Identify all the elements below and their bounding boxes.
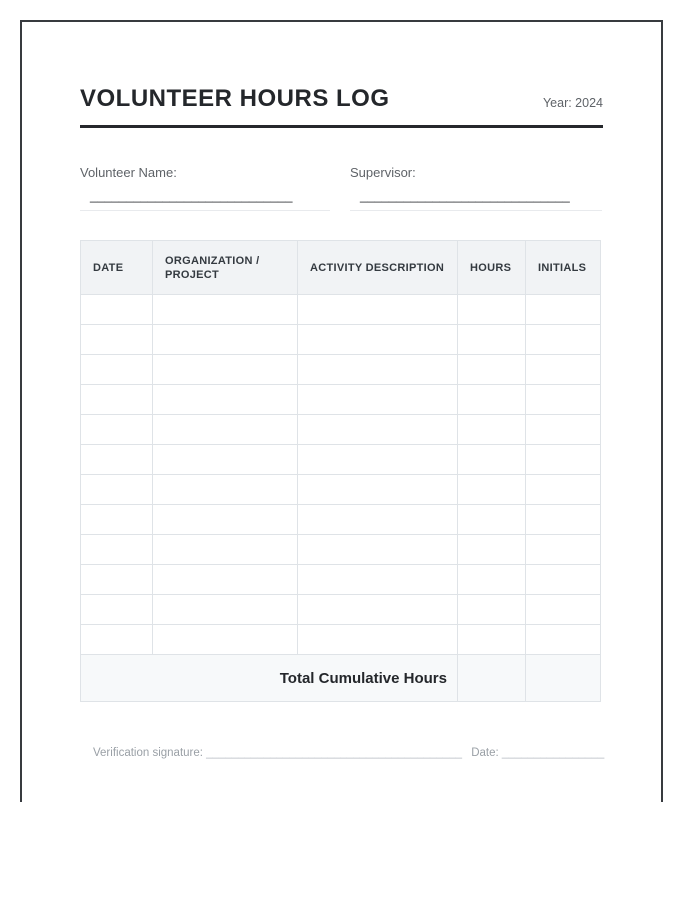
table-cell <box>81 535 153 565</box>
supervisor-line: _____________________________ <box>350 189 602 211</box>
table-cell <box>298 595 458 625</box>
table-cell <box>298 505 458 535</box>
table-row <box>81 355 601 385</box>
table-cell <box>458 415 526 445</box>
table-cell <box>153 325 298 355</box>
table-cell <box>153 355 298 385</box>
table-cell <box>298 355 458 385</box>
table-cell <box>526 385 601 415</box>
table-row <box>81 475 601 505</box>
table-cell <box>298 325 458 355</box>
table-row <box>81 595 601 625</box>
table-footer <box>81 655 601 702</box>
table-row <box>81 295 601 325</box>
table-cell <box>153 385 298 415</box>
table-cell <box>298 415 458 445</box>
table-cell <box>153 535 298 565</box>
table-cell <box>458 595 526 625</box>
table-cell <box>81 505 153 535</box>
table-cell <box>526 595 601 625</box>
date-label: Date: <box>471 747 499 760</box>
table-cell <box>153 415 298 445</box>
table-cell <box>153 625 298 655</box>
table-cell <box>458 295 526 325</box>
year-label: Year: 2024 <box>542 96 603 111</box>
table-body <box>81 295 601 655</box>
table-cell <box>81 385 153 415</box>
table-cell <box>526 535 601 565</box>
table-cell <box>526 355 601 385</box>
table-cell <box>526 295 601 325</box>
table-cell <box>458 535 526 565</box>
column-header-date: DATE <box>81 241 153 295</box>
column-header-activity-description: ACTIVITY DESCRIPTION <box>298 241 458 295</box>
title-divider <box>80 125 603 128</box>
table-cell <box>81 625 153 655</box>
table-cell <box>81 415 153 445</box>
volunteer-name-field <box>80 165 330 211</box>
table-cell <box>153 295 298 325</box>
table-cell <box>526 325 601 355</box>
column-header-organization-project: ORGANIZATION / PROJECT <box>153 241 298 295</box>
table-cell <box>153 565 298 595</box>
table-cell <box>526 445 601 475</box>
table-row <box>81 625 601 655</box>
volunteer-hours-table <box>80 240 601 702</box>
table-row <box>81 385 601 415</box>
verification-signature-line: ________________________________________ <box>206 747 462 760</box>
table-row <box>81 445 601 475</box>
total-cumulative-hours-label: Total Cumulative Hours <box>81 655 458 702</box>
supervisor-field <box>350 165 602 211</box>
table-cell <box>458 475 526 505</box>
table-cell <box>153 505 298 535</box>
table-cell <box>81 565 153 595</box>
table-cell <box>458 625 526 655</box>
title-row <box>22 86 661 112</box>
table-cell <box>298 625 458 655</box>
table-cell <box>458 565 526 595</box>
table-cell <box>81 445 153 475</box>
table-cell <box>81 595 153 625</box>
table-cell <box>81 325 153 355</box>
table-cell <box>526 475 601 505</box>
table-cell <box>526 415 601 445</box>
column-header-hours: HOURS <box>458 241 526 295</box>
table-cell <box>458 505 526 535</box>
table-cell <box>458 355 526 385</box>
verification-row <box>22 746 661 760</box>
supervisor-label: Supervisor: <box>350 165 416 181</box>
total-initials-cell <box>526 655 601 702</box>
table-header <box>81 241 601 295</box>
column-header-initials: INITIALS <box>526 241 601 295</box>
fields-row <box>22 165 661 211</box>
table-row <box>81 535 601 565</box>
total-row <box>81 655 601 702</box>
date-line: ________________ <box>501 747 605 760</box>
volunteer-name-label: Volunteer Name: <box>80 165 177 181</box>
table-cell <box>153 595 298 625</box>
table-cell <box>298 475 458 505</box>
volunteer-name-line: ____________________________ <box>80 189 330 211</box>
table-row <box>81 325 601 355</box>
table-cell <box>458 385 526 415</box>
table-row <box>81 505 601 535</box>
table-row <box>81 415 601 445</box>
table-cell <box>153 445 298 475</box>
page-title: VOLUNTEER HOURS LOG <box>80 85 390 112</box>
table-cell <box>458 445 526 475</box>
table-cell <box>298 385 458 415</box>
verification-signature-label: Verification signature: <box>93 747 203 760</box>
total-hours-cell <box>458 655 526 702</box>
table-row <box>81 565 601 595</box>
table-cell <box>81 295 153 325</box>
table-cell <box>298 295 458 325</box>
table-cell <box>81 475 153 505</box>
table-cell <box>458 325 526 355</box>
table-cell <box>298 565 458 595</box>
table-cell <box>526 505 601 535</box>
table-cell <box>298 445 458 475</box>
table-cell <box>81 355 153 385</box>
header-row <box>81 241 601 295</box>
table-cell <box>153 475 298 505</box>
form-page <box>20 20 663 802</box>
table-cell <box>298 535 458 565</box>
table-cell <box>526 565 601 595</box>
table-section <box>22 240 661 702</box>
table-cell <box>526 625 601 655</box>
